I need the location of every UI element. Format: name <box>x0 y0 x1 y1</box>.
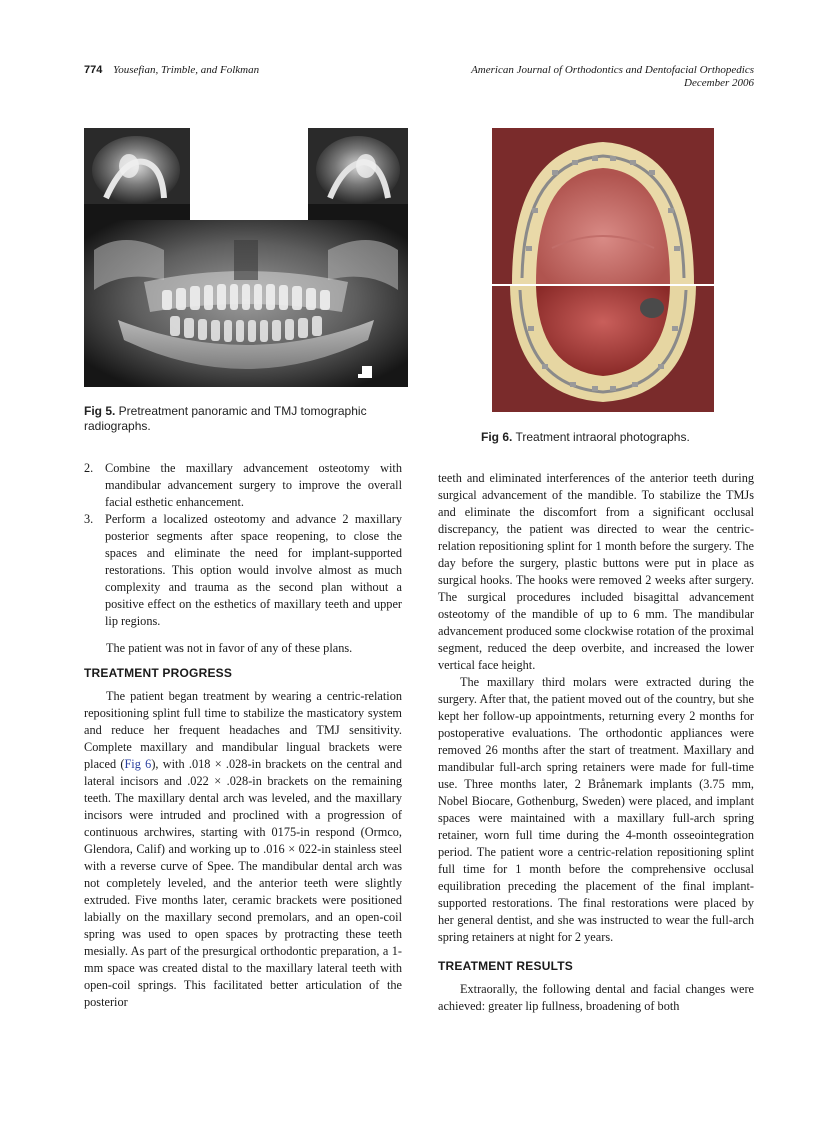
fig6-reference-link[interactable]: Fig 6 <box>124 757 152 771</box>
treatment-results-heading: TREATMENT RESULTS <box>438 959 573 973</box>
fig5-caption <box>84 404 410 434</box>
right-paragraph-3: Extraorally, the following dental and facial changes were achieved: greater lip fullness, broadening of both <box>438 982 754 1013</box>
running-header-right <box>471 64 754 90</box>
right-paragraph-1: teeth and eliminated interferences of the anterior teeth during surgical advancement of the mandible. To stabilize the TMJs and eliminate the discomfort from a significant occlusal discrepancy, the patient was directed to wear the centric-relation repositioning splint for 1 month before the surgery. The day before the surgery, plastic buttons were put in place as surgical hooks. The hooks were removed 2 weeks after surgery. The surgical procedures included bisagittal advancement osteotomy of the mandible of up to 6 mm. The mandibular advancement produced some clockwise rotation of the proximal segment, reduced the deep overbite, and increased the lower vertical face height. <box>438 471 754 672</box>
running-header-left <box>84 64 259 76</box>
treatment-progress-paragraph: The patient began treatment by wearing a centric-relation repositioning splint full time to stabilize the masticatory system and reduce her frequent headaches and TMJ sensitivity. Complete maxillary and mandibular lingual brackets were placed (Fig 6), with .018 × .028-in brackets on the central and lateral incisors and .022 × .028-in brackets on the remaining teeth. The maxillary dental arch was leveled, and the maxillary incisors were intruded and proclined with a progression of continuous archwires, starting with 0175-in respond (Ormco, Glendora, Calif) and working up to .016 × 022-in stainless steel with a reverse curve of Spee. The mandibular dental arch was not completely leveled, and the anterior teeth were slightly extruded. Five months later, ceramic brackets were positioned labially on the maxillary second premolars, and an open-coil spring was used to open spaces by protracting these teeth mesially. As part of the presurgical orthodontic preparation, a 1-mm space was created distal to the maxillary lateral teeth with open-coil springs. This facilitated better articulation of the posterior <box>84 689 402 1009</box>
treatment-progress-heading: TREATMENT PROGRESS <box>84 666 233 680</box>
tmj-tomogram-right <box>84 128 190 220</box>
plan-item-2: 2. Combine the maxillary advancement osteotomy with mandibular advancement surgery to improve the overall facial esthetic enhancement. <box>84 461 402 509</box>
right-paragraph-2: The maxillary third molars were extracted during the surgery. After that, the patient moved out of the country, but she kept her follow-up appointments, returning every 2 months for postoperative evaluations. The orthodontic appliances were removed 26 months after the start of treatment. Maxillary and mandibular full-arch spring retainers were made for full-time use. Three months later, 2 Brånemark implants (3.75 mm, Nobel Biocare, Gothenburg, Sweden) were placed, and implant spaces were maintained with a maxillary full-arch spring retainer, worn full time during the 4-month osseointegration period. The patient wore a centric-relation repositioning splint full time for 1 month before the comprehensive occlusal equilibration preceding the placement of the final implant-supported restorations. The final restorations were placed by her general dentist, and she was instructed to wear the full-arch spring retainers at night for 2 years. <box>438 675 754 944</box>
fig6-text: Treatment intraoral photographs. <box>512 430 690 444</box>
tmj-tomogram-left <box>308 128 408 220</box>
right-column <box>438 470 754 1015</box>
journal-issue: December 2006 <box>684 77 754 89</box>
panoramic-radiograph <box>84 220 408 387</box>
fig6-label: Fig 6. <box>481 430 513 444</box>
treatment-plan-list <box>84 460 402 630</box>
page-number: 774 <box>84 64 103 76</box>
left-column <box>84 460 402 1011</box>
journal-title: American Journal of Orthodontics and Dentofacial Orthopedics <box>471 64 754 76</box>
running-authors: Yousefian, Trimble, and Folkman <box>113 64 260 76</box>
not-in-favor-paragraph: The patient was not in favor of any of these plans. <box>106 641 353 655</box>
fig5-label: Fig 5. <box>84 404 116 418</box>
intraoral-photo-mandibular <box>492 286 714 412</box>
intraoral-photo-maxillary <box>492 128 714 284</box>
plan-item-3: 3. Perform a localized osteotomy and advance 2 maxillary posterior segments after space reopening, to close the spaces and eliminate the need for implant-supported restorations. This option would involve almost as much complexity and trauma as the second plan without a positive effect on the esthetics of maxillary teeth and upper lip regions. <box>84 512 402 628</box>
fig6-caption <box>481 430 726 445</box>
fig5-text: Pretreatment panoramic and TMJ tomographic radiographs. <box>84 404 367 433</box>
